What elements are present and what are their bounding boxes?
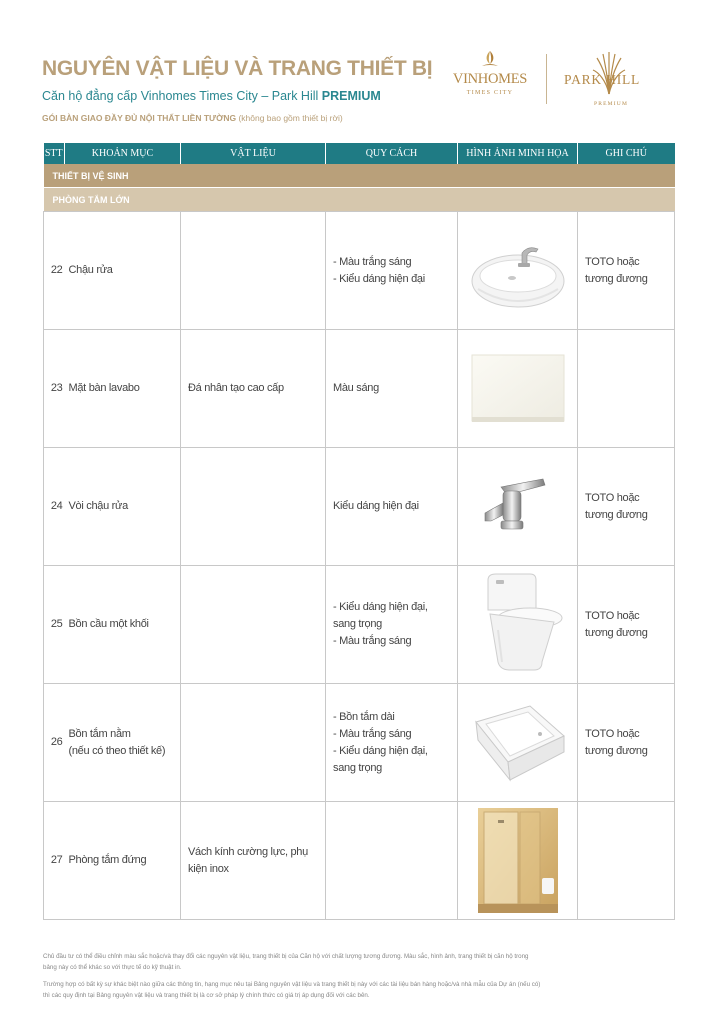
subsection-row bbox=[44, 188, 675, 212]
faucet-image bbox=[473, 469, 563, 544]
page-subtitle bbox=[42, 89, 381, 103]
countertop-image bbox=[468, 351, 568, 426]
parkhill-logo bbox=[560, 48, 680, 110]
header-material: VẬT LIỆU bbox=[181, 143, 326, 164]
row-material: Vách kính cường lực, phụ kiện inox bbox=[181, 802, 326, 920]
row-spec bbox=[326, 212, 458, 330]
row-note: TOTO hoặc tương đương bbox=[578, 566, 675, 684]
row-stt: 24 bbox=[44, 448, 65, 566]
row-image-cell bbox=[458, 212, 578, 330]
row-material bbox=[181, 212, 326, 330]
row-stt: 27 bbox=[44, 802, 65, 920]
row-image-cell bbox=[458, 330, 578, 448]
spec-line: - Màu trắng sáng bbox=[333, 635, 412, 647]
row-name-line: (nếu có theo thiết kế) bbox=[68, 744, 166, 757]
row-note bbox=[578, 802, 675, 920]
subtitle-premium: PREMIUM bbox=[321, 89, 381, 103]
parkhill-name: PARK HILL bbox=[564, 72, 641, 87]
row-material bbox=[181, 566, 326, 684]
footer-notes bbox=[43, 951, 543, 1007]
row-name: Bồn cầu một khối bbox=[65, 566, 181, 684]
parkhill-sub: PREMIUM bbox=[594, 101, 629, 107]
row-stt: 22 bbox=[44, 212, 65, 330]
row-material bbox=[181, 684, 326, 802]
row-spec bbox=[326, 684, 458, 802]
row-name bbox=[65, 684, 181, 802]
section-label: THIẾT BỊ VỆ SINH bbox=[44, 164, 675, 188]
row-name-line: Bồn tắm nằm bbox=[68, 727, 131, 740]
spec-line: sang trọng bbox=[333, 618, 382, 630]
subsection-label: PHÒNG TẮM LỚN bbox=[44, 188, 675, 212]
row-image-cell bbox=[458, 566, 578, 684]
table-row bbox=[44, 802, 675, 920]
row-image-cell bbox=[458, 684, 578, 802]
spec-line: - Màu trắng sáng bbox=[333, 727, 412, 740]
washbasin-image bbox=[468, 231, 568, 311]
row-note bbox=[578, 330, 675, 448]
header-item: KHOẢN MỤC bbox=[65, 143, 181, 164]
row-material: Đá nhân tạo cao cấp bbox=[181, 330, 326, 448]
vinhomes-sub: TIMES CITY bbox=[466, 90, 514, 96]
header-image: HÌNH ẢNH MINH HỌA bbox=[458, 143, 578, 164]
package-note: (không bao gồm thiết bị rời) bbox=[236, 113, 343, 123]
row-stt: 23 bbox=[44, 330, 65, 448]
row-material bbox=[181, 448, 326, 566]
vinhomes-name: VINHOMES bbox=[452, 71, 528, 87]
table-row bbox=[44, 684, 675, 802]
logo-divider bbox=[546, 54, 547, 104]
subtitle-main: Căn hộ đẳng cấp Vinhomes Times City – Park Hill bbox=[42, 89, 322, 103]
row-image-cell bbox=[458, 448, 578, 566]
row-spec bbox=[326, 448, 458, 566]
table-header-row bbox=[44, 143, 675, 164]
table-row bbox=[44, 212, 675, 330]
row-note: TOTO hoặc tương đương bbox=[578, 684, 675, 802]
row-name: Vòi chậu rửa bbox=[65, 448, 181, 566]
row-note: TOTO hoặc tương đương bbox=[578, 448, 675, 566]
toilet-image bbox=[468, 570, 568, 680]
spec-line: sang trọng bbox=[333, 761, 382, 774]
table-row bbox=[44, 330, 675, 448]
table-row bbox=[44, 566, 675, 684]
row-spec bbox=[326, 330, 458, 448]
vinhomes-flame-icon bbox=[477, 50, 503, 72]
footer-disclaimer-2: Trường hợp có bất kỳ sự khác biệt nào giữa các thông tin, hạng mục nêu tại Bảng nguyên vật liệu và trang thiết bị này với các tài liệu bán hàng hoặc/và nhà mẫu của Dự án (nếu có) thì các quy định tại Bảng nguyên vật liệu và trang thiết bị là cơ sở pháp lý chính thức có giá trị áp dụng đối với các bên. bbox=[43, 981, 541, 999]
row-note: TOTO hoặc tương đương bbox=[578, 212, 675, 330]
row-name: Phòng tắm đứng bbox=[65, 802, 181, 920]
spec-line: - Kiểu dáng hiện đại, bbox=[333, 601, 428, 613]
vinhomes-logo bbox=[440, 50, 540, 105]
table-row bbox=[44, 448, 675, 566]
materials-table bbox=[43, 143, 675, 920]
package-bold: GÓI BÀN GIAO ĐẦY ĐỦ NỘI THẤT LIỀN TƯỜNG bbox=[42, 113, 237, 123]
row-spec bbox=[326, 566, 458, 684]
spec-line: - Bồn tắm dài bbox=[333, 710, 395, 723]
spec-line: - Màu trắng sáng bbox=[333, 255, 412, 268]
header-spec: QUY CÁCH bbox=[326, 143, 458, 164]
row-image-cell bbox=[458, 802, 578, 920]
footer-disclaimer-1: Chủ đầu tư có thể điều chỉnh màu sắc hoặc/và thay đổi các nguyên vật liệu, trang thiết bị của Căn hộ với chất lượng tương đương. Màu sắc, hình ảnh, trang thiết bị căn hộ trong bảng này có thể khác so với thực tế do kỹ thuật in. bbox=[43, 953, 529, 971]
row-name: Mặt bàn lavabo bbox=[65, 330, 181, 448]
row-name: Chậu rửa bbox=[65, 212, 181, 330]
spec-line: - Kiểu dáng hiện đại bbox=[333, 272, 425, 285]
header-stt: STT bbox=[44, 143, 65, 164]
shower-room-image bbox=[478, 808, 558, 913]
spec-line: - Kiểu dáng hiện đại, bbox=[333, 744, 428, 757]
spec-line: Kiểu dáng hiện đại bbox=[333, 500, 419, 512]
spec-line: Màu sáng bbox=[333, 382, 379, 394]
row-stt: 26 bbox=[44, 684, 65, 802]
bathtub-image bbox=[468, 700, 568, 785]
page-title: NGUYÊN VẬT LIỆU VÀ TRANG THIẾT BỊ bbox=[42, 57, 433, 80]
row-spec bbox=[326, 802, 458, 920]
row-stt: 25 bbox=[44, 566, 65, 684]
section-row bbox=[44, 164, 675, 188]
package-description bbox=[42, 113, 343, 123]
header-note: GHI CHÚ bbox=[578, 143, 675, 164]
